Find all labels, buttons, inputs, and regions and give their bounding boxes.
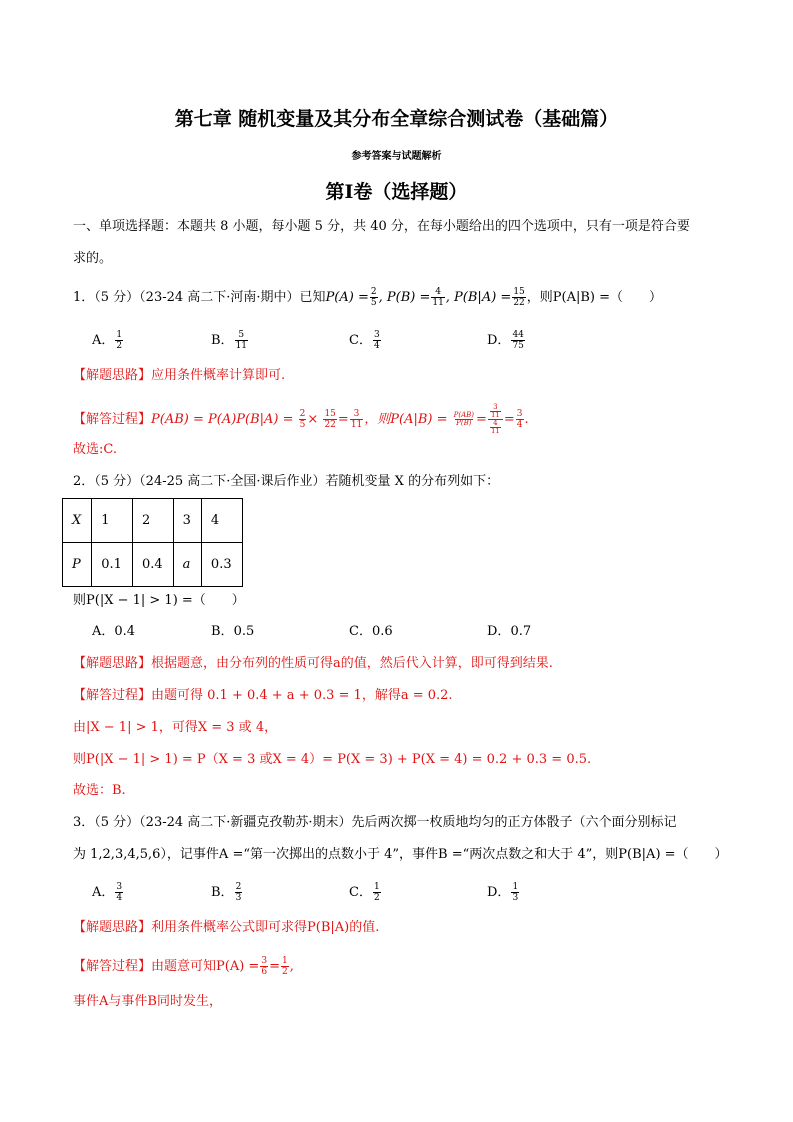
q1-pa-fraction: $\frac{2}{5}$	[370, 287, 377, 308]
table-cell: a	[173, 543, 201, 587]
table-cell: P	[63, 543, 92, 587]
q1-solution-hint: 【解题思路】应用条件概率计算即可.	[73, 368, 286, 383]
q2-stem: 2．（5 分）（24-25 高二下·全国·课后作业）若随机变量 X 的分布列如下：	[73, 474, 500, 489]
table-row	[63, 543, 243, 587]
table-cell: X	[63, 499, 92, 543]
table-cell: 0.4	[132, 543, 173, 587]
table-cell: 4	[201, 499, 242, 543]
q1-pb-fraction: $\frac{4}{11}$	[432, 287, 444, 308]
q1-option-a: A． $\frac{1}{2}$	[92, 330, 123, 351]
q3-stem-line-2: 为 1,2,3,4,5,6），记事件A =“第一次掷出的点数小于 4”，事件B =“两次点数之和大于 4”，则P(B|A) =（ ）	[73, 847, 728, 862]
document-title: 第七章 随机变量及其分布全章综合测试卷（基础篇）	[174, 108, 619, 130]
q1-answer: 故选:C.	[73, 442, 117, 457]
q3-option-c: C． $\frac{1}{2}$	[349, 882, 380, 903]
instructions-line-2: 求的。	[73, 251, 113, 266]
q2-solution-process: 【解答过程】由题可得 0.1 + 0.4 + a + 0.3 = 1，解得a = 0.2.	[73, 688, 453, 703]
q1-solution-process: 【解答过程】P(AB) = P(A)P(B|A) = $\frac{2}{5}$ × $\frac{15}{22}$ = $\frac{3}{11}$ ，则P(A|B) = $\frac{P(AB)}{P(B)}$ = $\frac{\frac{3}{11}}{\frac{4}{11}}$ = $\frac{3}{4}$ .	[73, 403, 529, 435]
q1-pba-fraction: $\frac{15}{22}$	[513, 287, 525, 308]
section-heading: 第I卷（选择题）	[325, 181, 468, 203]
q3-option-b: B． $\frac{2}{3}$	[211, 882, 242, 903]
q1-option-c: C． $\frac{3}{4}$	[349, 330, 380, 351]
distribution-table	[62, 498, 243, 587]
table-cell: 0.1	[92, 543, 133, 587]
instructions-line-1: 一、单项选择题：本题共 8 小题，每小题 5 分，共 40 分，在每小题给出的四个选项中，只有一项是符合要	[73, 219, 690, 234]
q3-solution-hint: 【解题思路】利用条件概率公式即可求得P(B|A)的值.	[73, 920, 380, 935]
q1-option-b: B． $\frac{5}{11}$	[211, 330, 248, 351]
q2-process-line-2: 由|X − 1| > 1，可得X = 3 或 4，	[73, 720, 278, 735]
q2-option-d: D．0.7	[487, 624, 532, 639]
q2-solution-hint: 【解题思路】根据题意，由分布列的性质可得a的值，然后代入计算，即可得到结果.	[73, 656, 553, 671]
q2-option-b: B．0.5	[211, 624, 255, 639]
q3-option-a: A． $\frac{3}{4}$	[92, 882, 123, 903]
table-cell: 3	[173, 499, 201, 543]
q2-question: 则P(|X − 1| > 1) =（ ）	[73, 593, 245, 608]
table-cell: 1	[92, 499, 133, 543]
table-cell: 0.3	[201, 543, 242, 587]
table-cell: 2	[132, 499, 173, 543]
q2-answer: 故选：B.	[73, 783, 126, 798]
q3-process-line-2: 事件A与事件B同时发生，	[73, 994, 222, 1009]
q2-process-line-3: 则P(|X − 1| > 1) = P（X = 3 或X = 4）= P(X = 3) + P(X = 4) = 0.2 + 0.3 = 0.5.	[73, 752, 592, 767]
document-subtitle: 参考答案与试题解析	[351, 151, 442, 162]
q1-stem: 1．（5 分）（23-24 高二下·河南·期中）已知P(A) = $\frac{2}{5}$ , P(B) = $\frac{4}{11}$ , P(B|A) = $\frac{15}{22}$ ，则P(A|B) =（ ）	[73, 287, 663, 308]
q2-option-c: C．0.6	[349, 624, 393, 639]
q1-option-d: D． $\frac{44}{75}$	[487, 330, 524, 351]
q3-option-d: D． $\frac{1}{3}$	[487, 882, 519, 903]
table-row	[63, 499, 243, 543]
q2-option-a: A．0.4	[92, 624, 136, 639]
q3-stem-line-1: 3．（5 分）（23-24 高二下·新疆克孜勒苏·期末）先后两次掷一枚质地均匀的正方体骰子（六个面分别标记	[73, 815, 677, 830]
q3-solution-process: 【解答过程】由题意可知P(A) = $\frac{3}{6}$ = $\frac{1}{2}$ ,	[73, 956, 294, 977]
